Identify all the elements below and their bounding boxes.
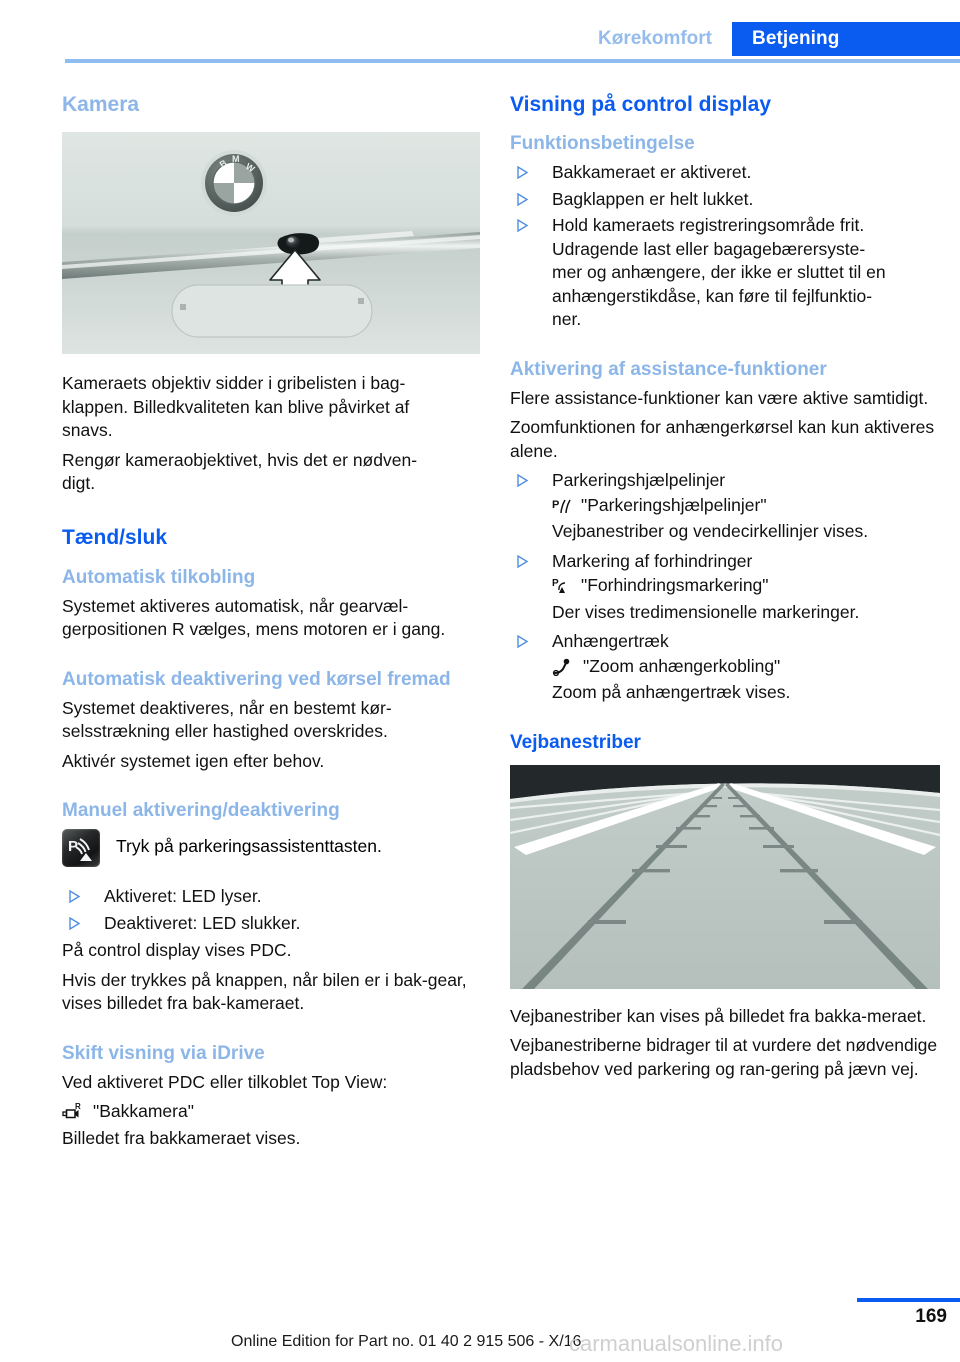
triangle-bullet-icon xyxy=(517,193,529,206)
list-item xyxy=(510,469,940,493)
trailer-hitch-icon xyxy=(552,658,574,676)
rear-camera-icon xyxy=(62,1103,84,1121)
svg-text:M: M xyxy=(232,154,240,164)
list-item xyxy=(62,912,480,936)
automatic-deactivation-text-2: Aktivér systemet igen efter behov. xyxy=(62,750,325,771)
triangle-bullet-icon xyxy=(517,474,529,487)
automatic-deactivation-text-1: Systemet deaktiveres, når en bestemt kør-selsstrækning eller hastighed overskrides. xyxy=(62,697,392,741)
parking-guidelines-icon xyxy=(552,497,572,515)
tailgate-handle-recess xyxy=(172,285,372,337)
page-title: Kamera xyxy=(62,93,140,116)
assist-activation-text-2: Zoomfunktionen for anhængerkørsel kan kun aktiveres alene. xyxy=(510,417,935,461)
triangle-bullet-icon xyxy=(517,555,529,568)
lane-stripes-image xyxy=(510,765,940,989)
list-item-label-line-3: mer og anhængere, der ikke er sluttet til en xyxy=(552,262,886,282)
list-item-label: Bakkameraet er aktiveret. xyxy=(552,162,752,182)
idrive-condition-text: Ved aktiveret PDC eller tilkoblet Top View: xyxy=(62,1071,388,1092)
breadcrumb-parent: Kørekomfort xyxy=(598,28,713,49)
automatic-activation-text: Systemet aktiveres automatisk, når gearvæl-gerpositionen R vælges, mens motoren er i gang. xyxy=(62,595,446,639)
lane-stripes-text-1: Vejbanestriber kan vises på billedet fra bakka-meraet. xyxy=(510,1005,927,1026)
pdc-button-instruction: Tryk på parkeringsassistenttasten. xyxy=(116,836,382,856)
camera-lens-line-2: klappen. Billedkvaliteten kan blive påvirket af xyxy=(62,396,410,417)
list-item-label-line-2: Udragende last eller bagagebærersyste- xyxy=(552,238,866,259)
list-item xyxy=(510,188,940,212)
reverse-gear-text: Hvis der trykkes på knappen, når bilen er i bak-gear, vises billedet fra bak-kameraet. xyxy=(62,969,467,1013)
bmw-logo-graphic xyxy=(201,150,267,216)
idrive-menu-label: "Bakkamera" xyxy=(93,1101,194,1121)
assist-activation-text-1: Flere assistance-funktioner kan være aktive samtidigt. xyxy=(510,387,929,408)
list-item-label-line-1: Hold kameraets registreringsområde frit. xyxy=(552,215,865,235)
page-header xyxy=(0,0,960,66)
triangle-bullet-icon xyxy=(517,219,529,232)
lane-stripes-text-2: Vejbanestriberne bidrager til at vurdere det nødvendige pladsbehov ved parkering og ran-gering på jævn vej. xyxy=(510,1035,938,1079)
function-condition-list xyxy=(510,161,940,332)
assist-menu-label: "Zoom anhængerkobling" xyxy=(583,655,781,676)
list-item-label: Anhængertræk xyxy=(552,631,669,651)
heading-function-condition: Funktionsbetingelse xyxy=(510,133,695,154)
camera-lens-line-1: Kameraets objektiv sidder i gribelisten i bag- xyxy=(62,373,406,393)
triangle-bullet-icon xyxy=(517,166,529,179)
heading-assist-activation: Aktivering af assistance-funktioner xyxy=(510,358,827,380)
list-item xyxy=(510,214,940,332)
assist-result-obstacle-marking: Der vises tredimensionelle markeringer. xyxy=(552,601,860,622)
camera-lens-line-3: snavs. xyxy=(62,420,113,440)
heading-automatic-deactivation: Automatisk deaktivering ved kørsel fremad xyxy=(62,668,451,690)
active-chapter-tab[interactable] xyxy=(732,22,960,56)
heading-manual-activation: Manuel aktivering/deaktivering xyxy=(62,800,340,821)
svg-text:P: P xyxy=(552,498,560,511)
triangle-bullet-icon xyxy=(517,635,529,648)
manual-state-list xyxy=(62,885,480,935)
clean-lens-line-2: digt. xyxy=(62,473,96,493)
triangle-bullet-icon xyxy=(69,890,81,903)
assist-item-parking-guidelines xyxy=(510,469,940,493)
list-item-label: Bagklappen er helt lukket. xyxy=(552,188,754,209)
heading-automatic-activation: Automatisk tilkobling xyxy=(62,566,256,588)
right-section-title: Visning på control display xyxy=(510,93,771,116)
heading-idrive-switch: Skift visning via iDrive xyxy=(62,1042,265,1064)
assist-menu-label: "Forhindringsmarkering" xyxy=(581,575,769,595)
svg-text:P: P xyxy=(68,838,79,855)
list-item-label: Deaktiveret: LED slukker. xyxy=(104,912,301,933)
clean-lens-line-1: Rengør kameraobjektivet, hvis det er nødven- xyxy=(62,449,418,470)
footer-divider xyxy=(857,1298,960,1302)
assist-result-trailer-hitch: Zoom på anhængertræk vises. xyxy=(552,682,791,702)
heading-on-off: Tænd/sluk xyxy=(62,525,168,549)
assist-menu-row-trailer-hitch[interactable] xyxy=(510,655,940,679)
list-item-label-line-5: ner. xyxy=(552,309,582,329)
assist-item-obstacle-marking xyxy=(510,550,940,574)
list-item xyxy=(510,630,940,654)
tailgate-camera-image xyxy=(62,132,480,354)
list-item-label: Parkeringshjælpelinjer xyxy=(552,470,726,490)
assist-menu-label: "Parkeringshjælpelinjer" xyxy=(581,494,767,515)
list-item xyxy=(510,161,940,185)
camera-lens-paragraph xyxy=(62,372,480,443)
pdc-button-row xyxy=(62,829,480,867)
svg-text:W: W xyxy=(243,161,257,175)
heading-lane-stripes: Vejbanestriber xyxy=(510,731,641,753)
idrive-result-text: Billedet fra bakkameraet vises. xyxy=(62,1127,301,1148)
svg-text:R: R xyxy=(75,1103,81,1111)
active-chapter-tab-label: Betjening xyxy=(752,28,840,49)
assist-menu-row-obstacle-marking[interactable] xyxy=(510,574,940,598)
list-item-label: Aktiveret: LED lyser. xyxy=(104,886,262,906)
page-footer xyxy=(0,1292,960,1362)
page-number: 169 xyxy=(915,1306,947,1327)
list-item-label: Markering af forhindringer xyxy=(552,550,753,571)
list-item xyxy=(62,885,480,909)
triangle-bullet-icon xyxy=(69,917,81,930)
svg-text:B: B xyxy=(217,157,229,170)
list-item xyxy=(510,550,940,574)
online-edition-note: Online Edition for Part no. 01 40 2 915 506 - X/16 xyxy=(231,1333,582,1350)
clean-lens-paragraph xyxy=(62,449,480,496)
assist-item-trailer-hitch xyxy=(510,630,940,654)
header-divider xyxy=(65,59,960,63)
obstacle-marking-icon xyxy=(552,577,572,595)
assist-result-parking-guidelines: Vejbanestriber og vendecirkellinjer vises. xyxy=(552,521,869,541)
site-watermark: carmanualsonline.info xyxy=(569,1331,784,1356)
left-column xyxy=(62,92,480,1156)
right-column xyxy=(510,92,940,1087)
pdc-display-text: På control display vises PDC. xyxy=(62,940,292,960)
svg-text:P: P xyxy=(552,578,559,589)
list-item-label-line-4: anhængerstikdåse, kan føre til fejlfunktio- xyxy=(552,285,873,306)
idrive-menu-row[interactable] xyxy=(62,1100,480,1124)
assist-menu-row-parking-guidelines[interactable] xyxy=(510,494,940,518)
parking-assistant-button-icon[interactable] xyxy=(62,829,100,867)
